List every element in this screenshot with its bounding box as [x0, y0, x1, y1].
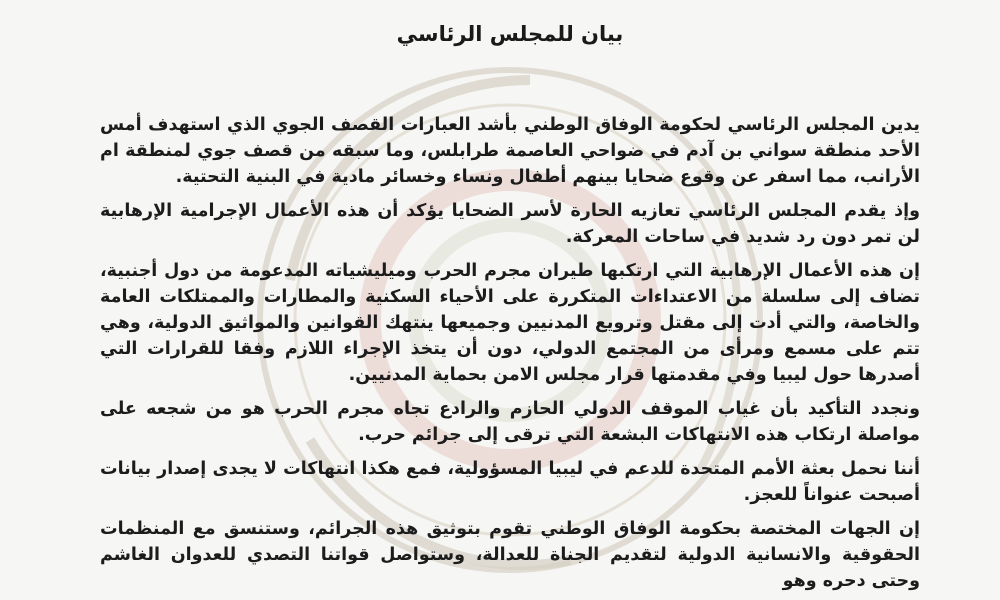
paragraph-3: إن هذه الأعمال الإرهابية التي ارتكبها طيران مجرم الحرب وميليشياته المدعومة من دول أجنبية، تضاف إلى سلسلة من الاعتداءات المتكررة على الأحياء السكنية والمطارات والممتلكات العامة والخاصة، والتي أدت إلى مقتل وترويع المدنيين وجميعها ينتهك القوانين والمواثيق الدولية، وهي تتم على مسمع ومرأى من المجتمع الدولي، دون أن يتخذ الإجراء اللازم وفقا للقرارات التي أصدرها حول ليبيا وفي مقدمتها قرار مجلس الامن بحماية المدنيين.	[100, 261, 920, 385]
paragraph-1: يدين المجلس الرئاسي لحكومة الوفاق الوطني بأشد العبارات القصف الجوي الذي استهدف أمس الأحد منطقة سواني بن آدم في ضواحي العاصمة طرابلس، وما سبقه من قصف جوي لمنطقة ام الأرانب، مما اسفر عن وقوع ضحايا بينهم أطفال ونساء وخسائر مادية في البنية التحتية.	[100, 115, 920, 187]
paragraph-4: ونجدد التأكيد بأن غياب الموقف الدولي الحازم والرادع تجاه مجرم الحرب هو من شجعه على مواصلة ارتكاب هذه الانتهاكات البشعة التي ترقى إلى جرائم حرب.	[100, 399, 920, 445]
paragraph-6: إن الجهات المختصة بحكومة الوفاق الوطني تقوم بتوثيق هذه الجرائم، وستنسق مع المنظمات الحقوقية والانسانية الدولية لتقديم الجناة للعدالة، وستواصل قواتنا التصدي للعدوان الغاشم وحتى دحره وهو	[100, 519, 920, 591]
paragraph-5: أننا نحمل بعثة الأمم المتحدة للدعم في ليبيا المسؤولية، فمع هكذا انتهاكات لا يجدى إصدار بيانات أصبحت عنواناً للعجز.	[100, 459, 920, 505]
paragraph-2: وإذ يقدم المجلس الرئاسي تعازيه الحارة لأسر الضحايا يؤكد أن هذه الأعمال الإجرامية الإرهابية لن تمر دون رد شديد في ساحات المعركة.	[100, 201, 920, 247]
statement-body	[100, 112, 920, 594]
statement-title: بيان للمجلس الرئاسي	[396, 22, 624, 46]
